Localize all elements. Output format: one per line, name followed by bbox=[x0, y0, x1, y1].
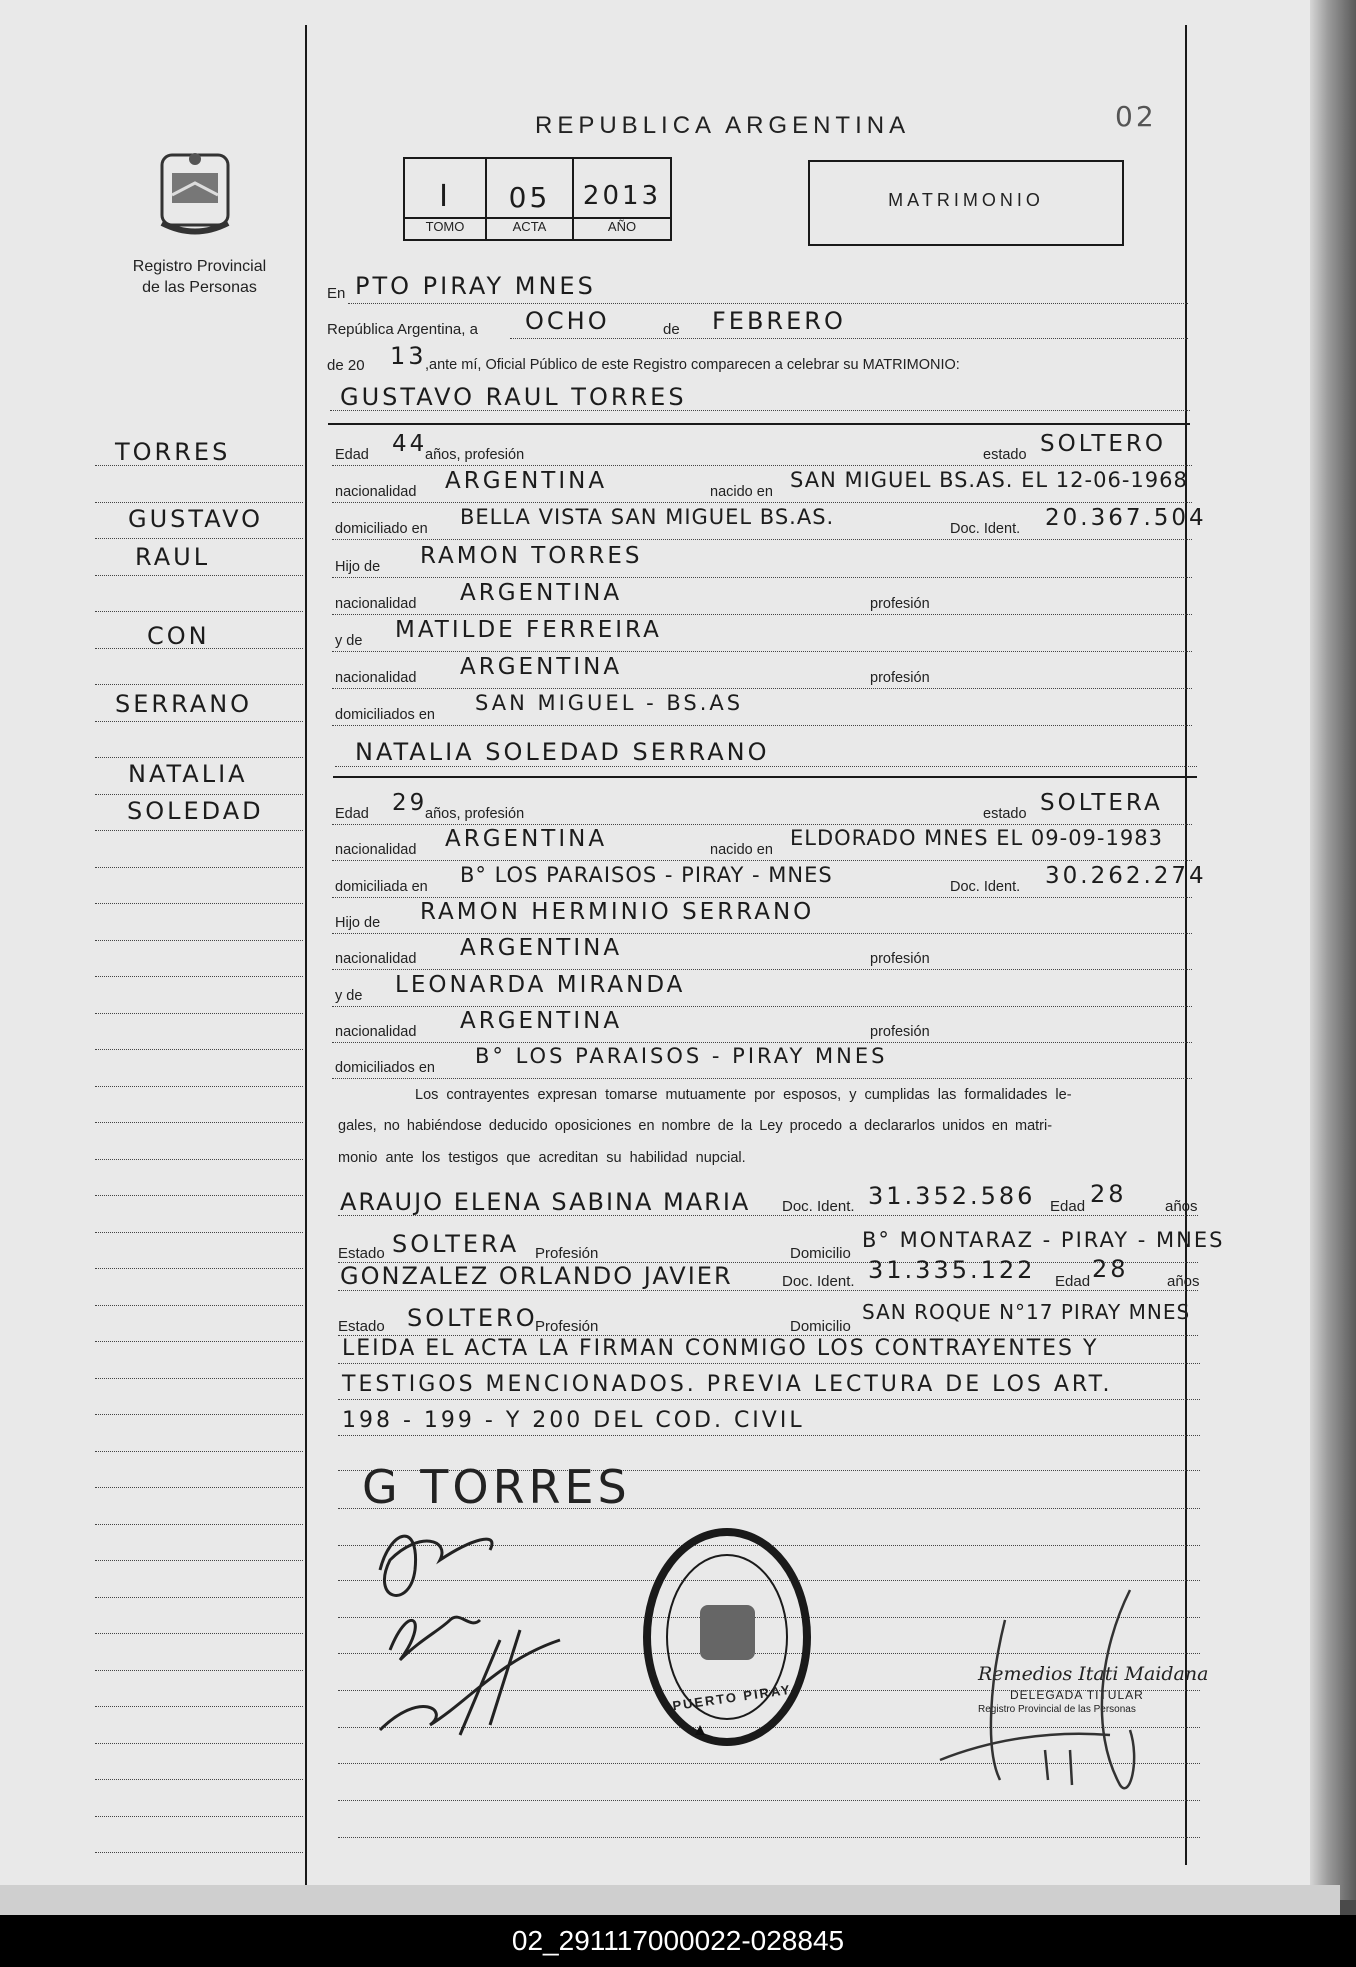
margin-line bbox=[95, 794, 303, 795]
margin-line bbox=[95, 575, 303, 576]
year-suffix-value: 13 bbox=[390, 342, 427, 370]
margin-line bbox=[95, 1378, 303, 1379]
label-comparecen: ,ante mí, Oficial Público de este Registro comparecen a celebrar su MATRIMONIO: bbox=[425, 357, 960, 373]
official-name: Remedios Itati Maidana bbox=[978, 1663, 1209, 1685]
margin-line bbox=[95, 1816, 303, 1817]
acta-label: ACTA bbox=[512, 219, 547, 234]
entry-line bbox=[332, 465, 1192, 466]
bride-nacionalidad-label: nacionalidad bbox=[335, 842, 417, 859]
witness1-name: ARAUJO ELENA SABINA MARIA bbox=[340, 1188, 751, 1216]
margin-line bbox=[95, 1268, 303, 1269]
margin-second-name: RAUL bbox=[135, 543, 211, 571]
witness1-profesion-label: Profesión bbox=[535, 1245, 599, 1262]
bride-madre-nac-value: ARGENTINA bbox=[460, 1007, 623, 1034]
groom-madre-value: MATILDE FERREIRA bbox=[395, 617, 662, 643]
witness2-edad-label: Edad bbox=[1055, 1273, 1091, 1290]
signature-line bbox=[338, 1435, 1200, 1436]
body-line-3: monio ante los testigos que acreditan su habilidad nupcial. bbox=[338, 1150, 746, 1166]
entry-line bbox=[332, 539, 1192, 540]
bride-nacionalidad-label: nacionalidad bbox=[335, 951, 417, 968]
margin-line bbox=[95, 1633, 303, 1634]
groom-edad-value: 44 bbox=[392, 431, 428, 457]
entry-line bbox=[332, 614, 1192, 615]
groom-yde-label: y de bbox=[335, 633, 363, 649]
entry-line bbox=[332, 933, 1192, 934]
signature-line bbox=[338, 1399, 1200, 1400]
entry-line bbox=[332, 651, 1192, 652]
margin-line bbox=[95, 1159, 303, 1160]
closing-line-3: 198 - 199 - Y 200 DEL COD. CIVIL bbox=[342, 1408, 805, 1433]
margin-line bbox=[95, 1013, 303, 1014]
groom-nacionalidad-value: ARGENTINA bbox=[445, 468, 608, 495]
witness2-anios-label: años bbox=[1167, 1273, 1200, 1290]
entry-line bbox=[332, 577, 1192, 578]
entry-line bbox=[332, 860, 1192, 861]
groom-nacionalidad-label: nacionalidad bbox=[335, 484, 417, 501]
label-de: de bbox=[663, 321, 680, 338]
bride-edad-label: Edad bbox=[335, 806, 369, 822]
margin-line bbox=[95, 1451, 303, 1452]
country-title: REPUBLICA ARGENTINA bbox=[535, 112, 911, 139]
day-value: OCHO bbox=[525, 307, 610, 335]
signature-line bbox=[338, 1363, 1200, 1364]
groom-full-name: GUSTAVO RAUL TORRES bbox=[340, 383, 687, 411]
groom-nacido-label: nacido en bbox=[710, 484, 773, 501]
groom-doc-value: 20.367.504 bbox=[1045, 505, 1207, 532]
margin-line bbox=[95, 1414, 303, 1415]
official-stamp-icon bbox=[640, 1525, 815, 1750]
page-edge bbox=[1310, 0, 1356, 1900]
bride-nacionalidad-value: ARGENTINA bbox=[445, 826, 608, 853]
groom-profesion-label: profesión bbox=[870, 670, 930, 687]
margin-line bbox=[95, 1597, 303, 1598]
groom-edad-label: Edad bbox=[335, 447, 369, 463]
margin-first-name: GUSTAVO bbox=[128, 505, 263, 533]
margin-line bbox=[95, 538, 303, 539]
section-divider bbox=[328, 423, 1190, 425]
groom-madre-nac-value: ARGENTINA bbox=[460, 654, 623, 681]
witness1-edad: 28 bbox=[1090, 1180, 1127, 1208]
footer-id: 02_291117000022-028845 bbox=[0, 1915, 1356, 1967]
tomo-value: I bbox=[439, 179, 451, 214]
margin-line bbox=[95, 1341, 303, 1342]
groom-nacionalidad-label: nacionalidad bbox=[335, 595, 417, 612]
groom-nacionalidad-label: nacionalidad bbox=[335, 670, 417, 687]
groom-padres-dom-value: SAN MIGUEL - BS.AS bbox=[475, 691, 744, 716]
entry-line bbox=[332, 688, 1192, 689]
witness2-doc-label: Doc. Ident. bbox=[782, 1273, 855, 1290]
bride-padre-value: RAMON HERMINIO SERRANO bbox=[420, 898, 815, 925]
bride-profesion-label: profesión bbox=[870, 951, 930, 968]
body-line-1: Los contrayentes expresan tomarse mutuamente por esposos, y cumplidas las formalidades le- bbox=[415, 1087, 1072, 1103]
margin-line bbox=[95, 1487, 303, 1488]
margin-con: CON bbox=[147, 622, 210, 650]
bride-madre-value: LEONARDA MIRANDA bbox=[395, 971, 686, 998]
margin-line bbox=[95, 1122, 303, 1123]
month-value: FEBRERO bbox=[712, 307, 846, 335]
entry-line bbox=[332, 1042, 1192, 1043]
bride-profesion-label: profesión bbox=[870, 1023, 930, 1040]
margin-line bbox=[95, 465, 303, 466]
margin-line bbox=[95, 1232, 303, 1233]
margin-line bbox=[95, 1852, 303, 1853]
record-type: MATRIMONIO bbox=[888, 190, 1044, 210]
margin-line bbox=[95, 757, 303, 758]
entry-line bbox=[332, 725, 1192, 726]
witness1-anios-label: años bbox=[1165, 1198, 1198, 1215]
closing-line-1: LEIDA EL ACTA LA FIRMAN CONMIGO LOS CONTRAYENTES Y bbox=[342, 1336, 1099, 1361]
province-seal-icon bbox=[150, 145, 240, 245]
margin-line bbox=[95, 976, 303, 977]
witness2-estado-label: Estado bbox=[338, 1318, 385, 1335]
witness1-doc-label: Doc. Ident. bbox=[782, 1198, 855, 1215]
groom-anios-prof-label: años, profesión bbox=[425, 447, 525, 463]
bride-doc-label: Doc. Ident. bbox=[950, 878, 1021, 895]
margin-line bbox=[95, 1086, 303, 1087]
witness2-edad: 28 bbox=[1092, 1255, 1129, 1283]
margin-line bbox=[95, 1305, 303, 1306]
stamp-center-text: PUERTO PIRAY bbox=[671, 1681, 793, 1714]
section-divider-2 bbox=[333, 776, 1197, 778]
bride-domiciliada-label: domiciliada en bbox=[335, 878, 428, 895]
official-office: Registro Provincial de las Personas bbox=[978, 1704, 1136, 1715]
witness2-domicilio: SAN ROQUE N°17 PIRAY MNES bbox=[862, 1300, 1191, 1324]
witness2-estado: SOLTERO bbox=[407, 1304, 538, 1332]
anio-value: 2013 bbox=[582, 181, 662, 211]
groom-signature: G TORRES bbox=[362, 1460, 631, 1514]
margin-bride-surname: SERRANO bbox=[115, 690, 253, 718]
margin-rule bbox=[305, 25, 307, 1895]
groom-padre-nac-value: ARGENTINA bbox=[460, 579, 623, 606]
signature-line bbox=[338, 1837, 1200, 1838]
label-de-20: de 20 bbox=[327, 357, 365, 374]
acta-value: 05 bbox=[508, 181, 551, 214]
margin-line bbox=[95, 1706, 303, 1707]
witness1-domicilio: B° MONTARAZ - PIRAY - MNES bbox=[862, 1228, 1225, 1252]
bride-padres-dom-value: B° LOS PARAISOS - PIRAY MNES bbox=[475, 1044, 888, 1069]
place-value: PTO PIRAY MNES bbox=[355, 272, 596, 300]
margin-line bbox=[95, 1779, 303, 1780]
witness2-profesion-label: Profesión bbox=[535, 1318, 599, 1335]
witness1-estado: SOLTERA bbox=[392, 1230, 520, 1258]
witness1-estado-label: Estado bbox=[338, 1245, 385, 1262]
margin-line bbox=[95, 867, 303, 868]
groom-padre-value: RAMON TORRES bbox=[420, 542, 643, 569]
page-number: 02 bbox=[1115, 100, 1157, 133]
margin-line bbox=[95, 502, 303, 503]
office-name-line2: de las Personas bbox=[142, 279, 257, 296]
bride-doc-value: 30.262.274 bbox=[1045, 862, 1207, 889]
bride-estado-value: SOLTERA bbox=[1040, 790, 1163, 816]
bride-estado-label: estado bbox=[983, 806, 1027, 822]
entry-line bbox=[332, 969, 1192, 970]
groom-doc-label: Doc. Ident. bbox=[950, 521, 1021, 538]
margin-line bbox=[95, 1049, 303, 1050]
entry-line bbox=[332, 1006, 1192, 1007]
groom-domicilio-value: BELLA VISTA SAN MIGUEL BS.AS. bbox=[460, 505, 835, 530]
right-rule bbox=[1185, 25, 1187, 1865]
margin-line bbox=[95, 940, 303, 941]
witness1-edad-label: Edad bbox=[1050, 1198, 1086, 1215]
margin-line bbox=[95, 1743, 303, 1744]
record-id-box bbox=[403, 157, 672, 241]
bride-hijo-label: Hijo de bbox=[335, 914, 381, 931]
margin-line bbox=[95, 1524, 303, 1525]
margin-bride-second-name: SOLEDAD bbox=[127, 797, 264, 825]
groom-estado-label: estado bbox=[983, 447, 1027, 463]
groom-domiciliado-label: domiciliado en bbox=[335, 521, 428, 538]
witness2-doc: 31.335.122 bbox=[868, 1256, 1036, 1284]
body-line-2: gales, no habiéndose deducido oposiciones en nombre de la Ley procedo a declararlos unidos en matri- bbox=[338, 1118, 1053, 1134]
margin-line bbox=[95, 1560, 303, 1561]
tomo-label: TOMO bbox=[425, 219, 465, 234]
official-signature-icon bbox=[930, 1580, 1180, 1820]
label-republica: República Argentina, a bbox=[327, 321, 478, 338]
bride-yde-label: y de bbox=[335, 987, 363, 1004]
bride-edad-value: 29 bbox=[392, 790, 428, 816]
bride-full-name: NATALIA SOLEDAD SERRANO bbox=[355, 738, 770, 766]
witness2-domicilio-label: Domicilio bbox=[790, 1318, 851, 1335]
groom-estado-value: SOLTERO bbox=[1040, 431, 1167, 457]
bride-padre-nac-value: ARGENTINA bbox=[460, 935, 623, 962]
bride-domicilio-value: B° LOS PARAISOS - PIRAY - MNES bbox=[460, 862, 833, 887]
bride-domiciliados-label: domiciliados en bbox=[335, 1060, 435, 1077]
under-sheet bbox=[0, 1885, 1340, 1915]
closing-line-2: TESTIGOS MENCIONADOS. PREVIA LECTURA DE LOS ART. bbox=[342, 1372, 1113, 1397]
office-name-line1: Registro Provincial bbox=[132, 258, 267, 275]
witness2-name: GONZALEZ ORLANDO JAVIER bbox=[340, 1262, 733, 1290]
entry-line bbox=[332, 502, 1192, 503]
record-type-box bbox=[808, 160, 1124, 246]
anio-label: AÑO bbox=[607, 219, 637, 234]
entry-line bbox=[332, 897, 1192, 898]
margin-line bbox=[95, 611, 303, 612]
entry-line bbox=[332, 824, 1192, 825]
official-title: DELEGADA TITULAR bbox=[1010, 1688, 1144, 1702]
signatures-scribble-icon bbox=[360, 1510, 580, 1750]
margin-line bbox=[95, 648, 303, 649]
margin-line bbox=[95, 1670, 303, 1671]
groom-profesion-label: profesión bbox=[870, 595, 930, 612]
bride-nacido-label: nacido en bbox=[710, 842, 773, 859]
margin-line bbox=[95, 1195, 303, 1196]
margin-line bbox=[95, 903, 303, 904]
margin-line bbox=[95, 830, 303, 831]
groom-domiciliados-label: domiciliados en bbox=[335, 707, 435, 724]
margin-line bbox=[95, 721, 303, 722]
label-en: En bbox=[327, 285, 346, 302]
margin-surname: TORRES bbox=[115, 438, 231, 466]
entry-line bbox=[332, 1078, 1192, 1079]
groom-hijo-label: Hijo de bbox=[335, 558, 381, 575]
witness1-doc: 31.352.586 bbox=[868, 1182, 1036, 1210]
margin-line bbox=[95, 684, 303, 685]
margin-bride-first-name: NATALIA bbox=[128, 760, 248, 788]
witness1-domicilio-label: Domicilio bbox=[790, 1245, 851, 1262]
bride-nacido-value: ELDORADO MNES EL 09-09-1983 bbox=[790, 826, 1163, 851]
groom-nacido-value: SAN MIGUEL BS.AS. EL 12-06-1968 bbox=[790, 468, 1188, 493]
bride-anios-prof-label: años, profesión bbox=[425, 806, 525, 822]
bride-nacionalidad-label: nacionalidad bbox=[335, 1023, 417, 1040]
